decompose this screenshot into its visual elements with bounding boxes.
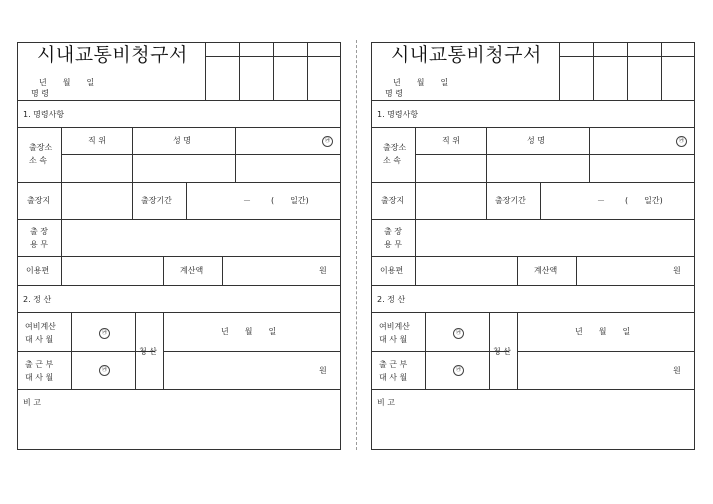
- transport-claim-form-right: [371, 42, 695, 450]
- period-separator: －: [597, 196, 605, 205]
- section-settlement: 2. 정 산: [377, 295, 406, 304]
- advance-officer-label-1: 여비계산: [379, 322, 410, 331]
- calc-amount-label: 계산액: [534, 266, 558, 275]
- order-label: 명 령: [385, 89, 403, 98]
- section-command-items: 1. 명령사항: [23, 110, 65, 119]
- seal-icon: ㉮: [99, 327, 110, 339]
- settlement-label: 청 산: [493, 347, 511, 356]
- seal-icon: ㉮: [99, 364, 110, 376]
- purpose-label-2: 용 무: [30, 240, 48, 249]
- seal-icon: ㉮: [676, 135, 687, 147]
- attendance-officer-label-1: 출 근 부: [25, 360, 54, 369]
- section-settlement: 2. 정 산: [23, 295, 52, 304]
- seal-icon: ㉮: [453, 327, 464, 339]
- date-label: 년 월 일: [39, 78, 95, 87]
- advance-officer-label-2: 대 사 월: [379, 335, 408, 344]
- attendance-officer-label-1: 출 근 부: [379, 360, 408, 369]
- purpose-label-1: 출 장: [30, 227, 48, 236]
- position-header: 직 위: [88, 136, 106, 145]
- transport-label: 이용편: [380, 266, 404, 275]
- transport-claim-form-left: [17, 42, 341, 450]
- settle-date-label: 년 월 일: [221, 327, 277, 336]
- attendance-officer-label-2: 대 사 월: [379, 373, 408, 382]
- settlement-label: 청 산: [139, 347, 157, 356]
- purpose-label-2: 용 무: [384, 240, 402, 249]
- won-label-1: 원: [673, 266, 681, 275]
- won-label-2: 원: [319, 366, 327, 375]
- destination-label: 출장지: [27, 196, 51, 205]
- name-header: 성 명: [527, 136, 545, 145]
- won-label-2: 원: [673, 366, 681, 375]
- section-command-items: 1. 명령사항: [377, 110, 419, 119]
- seal-icon: ㉮: [322, 135, 333, 147]
- name-header: 성 명: [173, 136, 191, 145]
- settle-date-label: 년 월 일: [575, 327, 631, 336]
- form-grid: [17, 42, 341, 450]
- form-title: 시내교통비청구서: [37, 44, 188, 66]
- transport-label: 이용편: [26, 266, 50, 275]
- date-label: 년 월 일: [393, 78, 449, 87]
- remarks-label: 비 고: [377, 398, 395, 407]
- period-separator: －: [243, 196, 251, 205]
- affiliation-label-1: 출장소: [29, 143, 53, 152]
- attendance-officer-label-2: 대 사 월: [25, 373, 54, 382]
- calc-amount-label: 계산액: [180, 266, 204, 275]
- period-days: ( 일간): [625, 196, 663, 205]
- affiliation-label-2: 소 속: [383, 156, 401, 165]
- advance-officer-label-2: 대 사 월: [25, 335, 54, 344]
- destination-label: 출장지: [381, 196, 405, 205]
- won-label-1: 원: [319, 266, 327, 275]
- affiliation-label-1: 출장소: [383, 143, 407, 152]
- form-grid: [371, 42, 695, 450]
- form-title: 시내교통비청구서: [391, 44, 542, 66]
- seal-icon: ㉮: [453, 364, 464, 376]
- position-header: 직 위: [442, 136, 460, 145]
- period-label: 출장기간: [141, 196, 172, 205]
- cut-line-divider: [356, 40, 357, 450]
- period-label: 출장기간: [495, 196, 526, 205]
- order-label: 명 령: [31, 89, 49, 98]
- purpose-label-1: 출 장: [384, 227, 402, 236]
- remarks-label: 비 고: [23, 398, 41, 407]
- advance-officer-label-1: 여비계산: [25, 322, 56, 331]
- affiliation-label-2: 소 속: [29, 156, 47, 165]
- period-days: ( 일간): [271, 196, 309, 205]
